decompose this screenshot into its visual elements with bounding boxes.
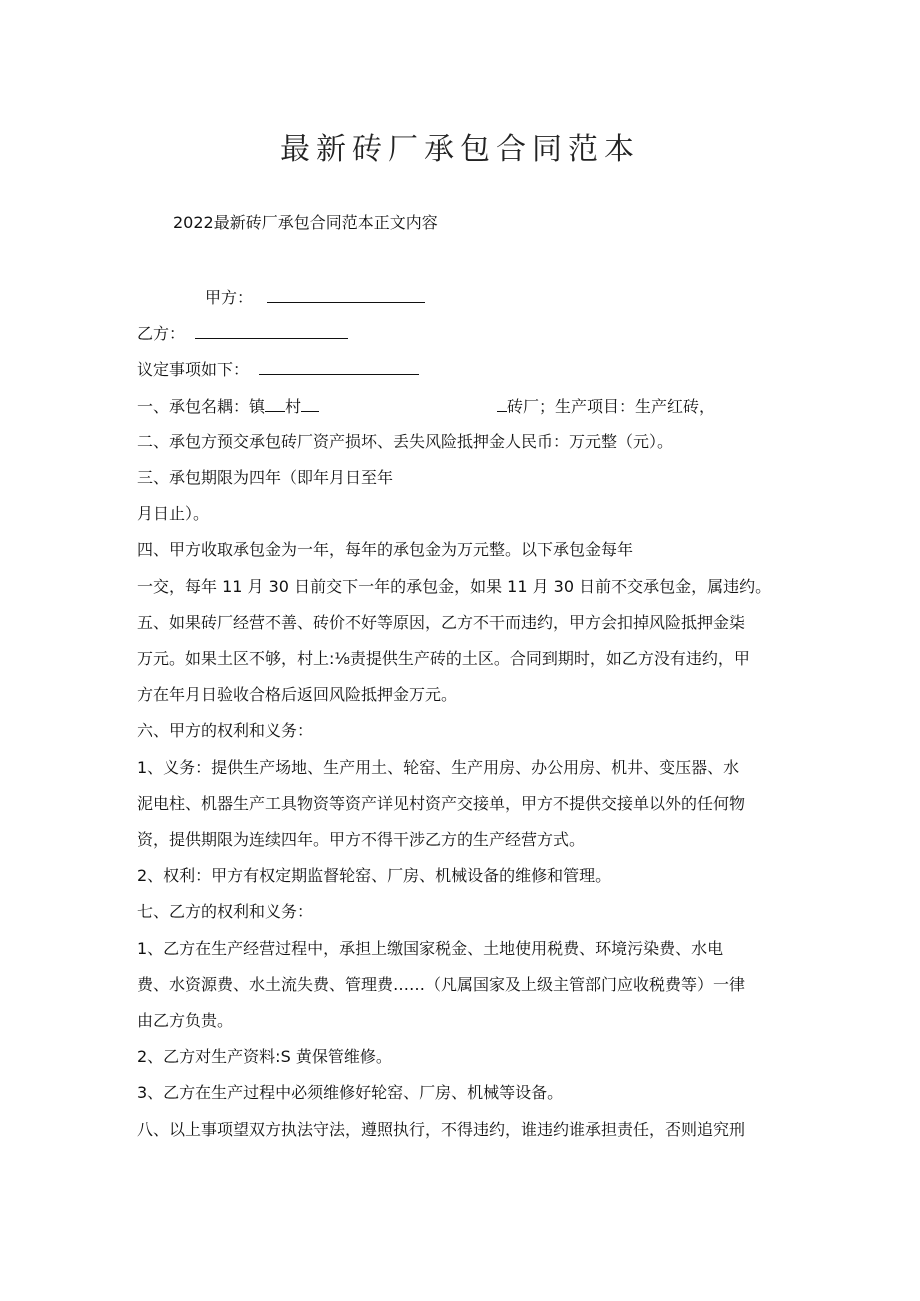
item-5-line-1: 五、如果砖厂经营不善、砖价不好等原因，乙方不干而违约，甲方会扣掉风险抵押金柒 bbox=[137, 613, 746, 632]
party-a-blank bbox=[267, 284, 425, 303]
item-5-line-3: 方在年月日验收合格后返回风险抵押金万元。 bbox=[137, 685, 458, 704]
item-7-3: 3、乙方在生产过程中必须维修好轮窑、厂房、机械等设备。 bbox=[137, 1083, 564, 1102]
item-6-1-line-2: 泥电柱、机器生产工具物资等资产详见村资产交接单，甲方不提供交接单以外的任何物 bbox=[137, 794, 746, 813]
item-7-1-line-2: 费、水资源费、水土流失费、管理费……（凡属国家及上级主管部门应收税费等）一律 bbox=[137, 975, 746, 994]
item-1-text-a: 一、承包名耦：镇 bbox=[137, 397, 266, 416]
item-1-text-c: 砖厂；生产项目：生产红砖， bbox=[507, 397, 716, 416]
item-3-line-2: 月日止）。 bbox=[137, 504, 210, 523]
party-a-line bbox=[205, 284, 425, 311]
item-3-line-1: 三、承包期限为四年（即年月日至年 bbox=[137, 468, 394, 487]
item-6-1-line-3: 资，提供期限为连续四年。甲方不得干涉乙方的生产经营方式。 bbox=[137, 830, 586, 849]
item-1-text-b: 村 bbox=[285, 397, 302, 416]
item-6-heading: 六、甲方的权利和义务： bbox=[137, 721, 314, 740]
item-8-line-1: 八、以上事项望双方执法守法，遵照执行，不得违约，谁违约谁承担责任，否则追究刑 bbox=[137, 1120, 746, 1139]
agreed-label: 议定事项如下： bbox=[137, 360, 250, 379]
party-a-label: 甲方： bbox=[205, 288, 254, 307]
agreed-line bbox=[137, 356, 419, 383]
agreed-blank bbox=[259, 356, 419, 375]
party-b-line bbox=[137, 320, 348, 347]
item-1-blank-c bbox=[497, 393, 507, 412]
document-title: 最新砖厂承包合同范本 bbox=[280, 132, 640, 167]
item-1-blank-a bbox=[265, 393, 285, 412]
item-4-line-2: 一交，每年 11 月 30 日前交下一年的承包金，如果 11 月 30 日前不交承包金，属违约。 bbox=[137, 577, 772, 596]
item-7-1-line-1: 1、乙方在生产经营过程中，承担上缴国家税金、土地使用税费、环境污染费、水电 bbox=[137, 939, 724, 958]
item-6-2: 2、权利：甲方有权定期监督轮窑、厂房、机械设备的维修和管理。 bbox=[137, 866, 612, 885]
party-b-label: 乙方： bbox=[137, 324, 186, 343]
item-5-line-2: 万元。如果土区不够，村上:⅛责提供生产砖的土区。合同到期时，如乙方没有违约，甲 bbox=[137, 649, 750, 668]
document-subtitle: 2022最新砖厂承包合同范本正文内容 bbox=[173, 213, 438, 232]
item-1 bbox=[137, 393, 715, 420]
party-b-blank bbox=[195, 320, 348, 339]
item-7-1-line-3: 由乙方负贵。 bbox=[137, 1011, 234, 1030]
item-1-blank-b bbox=[301, 393, 319, 412]
item-2: 二、承包方预交承包砖厂资产损坏、丢失风险抵押金人民币：万元整（元）。 bbox=[137, 432, 674, 451]
item-7-heading: 七、乙方的权利和义务： bbox=[137, 902, 314, 921]
item-6-1-line-1: 1、义务：提供生产场地、生产用土、轮窑、生产用房、办公用房、机井、变压器、水 bbox=[137, 758, 740, 777]
item-4-line-1: 四、甲方收取承包金为一年，每年的承包金为万元整。以下承包金每年 bbox=[137, 540, 634, 559]
item-7-2: 2、乙方对生产资料:S 黄保管维修。 bbox=[137, 1047, 392, 1066]
